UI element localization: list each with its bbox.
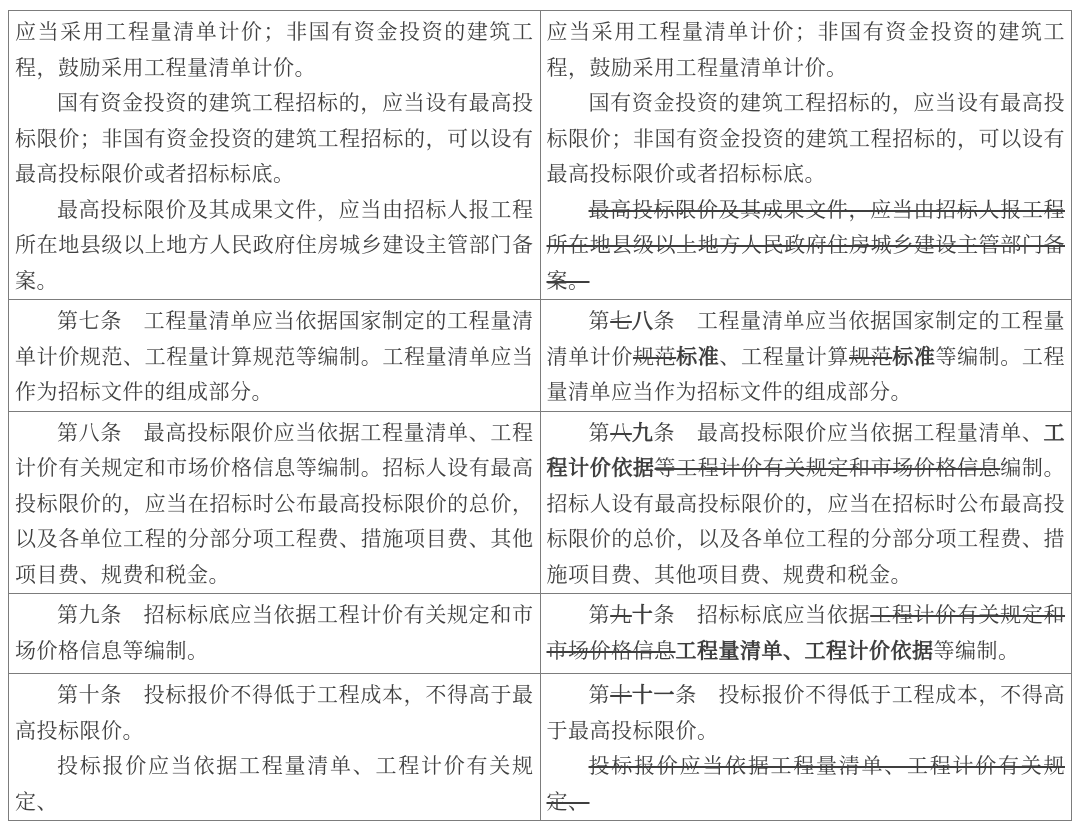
text-segment: 、工程量计算 bbox=[719, 344, 850, 369]
cell-revised bbox=[540, 674, 1072, 821]
text-segment: 国有资金投资的建筑工程招标的，应当设有最高投标限价；非国有资金投资的建筑工程招标的，可以设有最高投标限价或者招标标底。 bbox=[15, 91, 534, 186]
deleted-text: 等工程计价有关规定和市场价格信息 bbox=[654, 456, 1001, 480]
paragraph bbox=[15, 598, 534, 669]
cell-revised bbox=[540, 411, 1072, 594]
inserted-text: 标准 bbox=[892, 345, 936, 369]
deleted-text: 最高投标限价及其成果文件，应当由招标人报工程所在地县级以上地方人民政府住房城乡建设主管部门备案。 bbox=[546, 197, 1065, 293]
table-row bbox=[9, 411, 1072, 594]
deleted-text: 十 bbox=[610, 683, 632, 707]
text-segment: 第 bbox=[588, 603, 611, 627]
cell-original bbox=[9, 300, 541, 412]
cell-revised bbox=[540, 594, 1072, 674]
inserted-text: 标准 bbox=[676, 345, 720, 369]
comparison-table bbox=[8, 10, 1072, 821]
text-segment: 条 工程量清单应当依据国家制定的工程量清单计价 bbox=[546, 309, 1066, 369]
text-segment: 等编制。 bbox=[933, 638, 1020, 663]
cell-revised bbox=[540, 11, 1072, 300]
paragraph bbox=[15, 15, 534, 86]
text-segment: 条 招标标底应当依据 bbox=[653, 603, 871, 627]
deleted-text: 规范 bbox=[632, 344, 677, 369]
text-segment: 第 bbox=[588, 683, 611, 707]
text-segment: 等编制。工程量清单应当作为招标文件的组成部分。 bbox=[546, 344, 1066, 404]
paragraph bbox=[15, 304, 534, 411]
text-segment: 投标报价应当依据工程量清单、工程计价有关规定、 bbox=[15, 754, 534, 814]
text-segment: 条 投标报价不得低于工程成本，不得高于最高投标限价。 bbox=[546, 683, 1066, 743]
cell-original bbox=[9, 674, 541, 821]
paragraph bbox=[547, 304, 1066, 411]
paragraph bbox=[547, 193, 1066, 300]
inserted-text: 十一 bbox=[631, 684, 676, 707]
paragraph bbox=[547, 749, 1066, 820]
deleted-text: 八 bbox=[610, 420, 632, 445]
paragraph bbox=[547, 86, 1066, 193]
text-segment: 编制。招标人设有最高投标限价的，应当在招标时公布最高投标限价的总价，以及各单位工程的分部分项工程费、措施项目费、其他项目费、规费和税金。 bbox=[546, 456, 1066, 587]
paragraph bbox=[15, 749, 534, 820]
deleted-text: 九 bbox=[610, 603, 632, 627]
deleted-text: 投标报价应当依据工程量清单、工程计价有关规定、 bbox=[546, 754, 1065, 814]
paragraph bbox=[15, 193, 534, 300]
text-segment: 第七条 工程量清单应当依据国家制定的工程量清单计价规范、工程量计算规范等编制。工程量清单应当作为招标文件的组成部分。 bbox=[15, 309, 534, 404]
paragraph bbox=[15, 678, 534, 749]
comparison-table-body bbox=[9, 11, 1072, 821]
inserted-text: 工程量清单、工程计价依据 bbox=[675, 639, 934, 663]
table-row bbox=[9, 594, 1072, 674]
paragraph bbox=[547, 678, 1066, 749]
inserted-text: 九 bbox=[631, 421, 654, 445]
text-segment: 应当采用工程量清单计价；非国有资金投资的建筑工程，鼓励采用工程量清单计价。 bbox=[15, 20, 534, 80]
paragraph bbox=[547, 416, 1066, 594]
table-row bbox=[9, 674, 1072, 821]
text-segment: 国有资金投资的建筑工程招标的，应当设有最高投标限价；非国有资金投资的建筑工程招标的，可以设有最高投标限价或者招标标底。 bbox=[546, 91, 1065, 186]
cell-original bbox=[9, 411, 541, 594]
deleted-text: 工程计价有关规定和市场价格信息 bbox=[546, 603, 1066, 663]
text-segment: 第十条 投标报价不得低于工程成本，不得高于最高投标限价。 bbox=[15, 683, 534, 743]
paragraph bbox=[15, 86, 534, 193]
paragraph bbox=[547, 15, 1066, 86]
inserted-text: 八 bbox=[631, 310, 654, 333]
text-segment: 第 bbox=[588, 420, 611, 445]
text-segment: 第 bbox=[588, 309, 611, 333]
paragraph bbox=[15, 416, 534, 594]
cell-original bbox=[9, 11, 541, 300]
table-row bbox=[9, 11, 1072, 300]
deleted-text: 规范 bbox=[849, 344, 893, 369]
text-segment: 第八条 最高投标限价应当依据工程量清单、工程计价有关规定和市场价格信息等编制。招标人设有最高投标限价的，应当在招标时公布最高投标限价的总价，以及各单位工程的分部分项工程费、措施项目费、其他项目费、规费和税金。 bbox=[15, 420, 534, 587]
text-segment: 第九条 招标标底应当依据工程计价有关规定和市场价格信息等编制。 bbox=[15, 603, 534, 663]
cell-original bbox=[9, 594, 541, 674]
inserted-text: 工程计价依据 bbox=[546, 421, 1066, 480]
text-segment: 应当采用工程量清单计价；非国有资金投资的建筑工程，鼓励采用工程量清单计价。 bbox=[546, 20, 1065, 80]
deleted-text: 七 bbox=[610, 309, 632, 333]
text-segment: 条 最高投标限价应当依据工程量清单、 bbox=[653, 420, 1044, 445]
table-row bbox=[9, 300, 1072, 412]
cell-revised bbox=[540, 300, 1072, 412]
text-segment: 最高投标限价及其成果文件，应当由招标人报工程所在地县级以上地方人民政府住房城乡建设主管部门备案。 bbox=[15, 197, 534, 293]
inserted-text: 十 bbox=[631, 604, 654, 627]
paragraph bbox=[547, 598, 1066, 669]
